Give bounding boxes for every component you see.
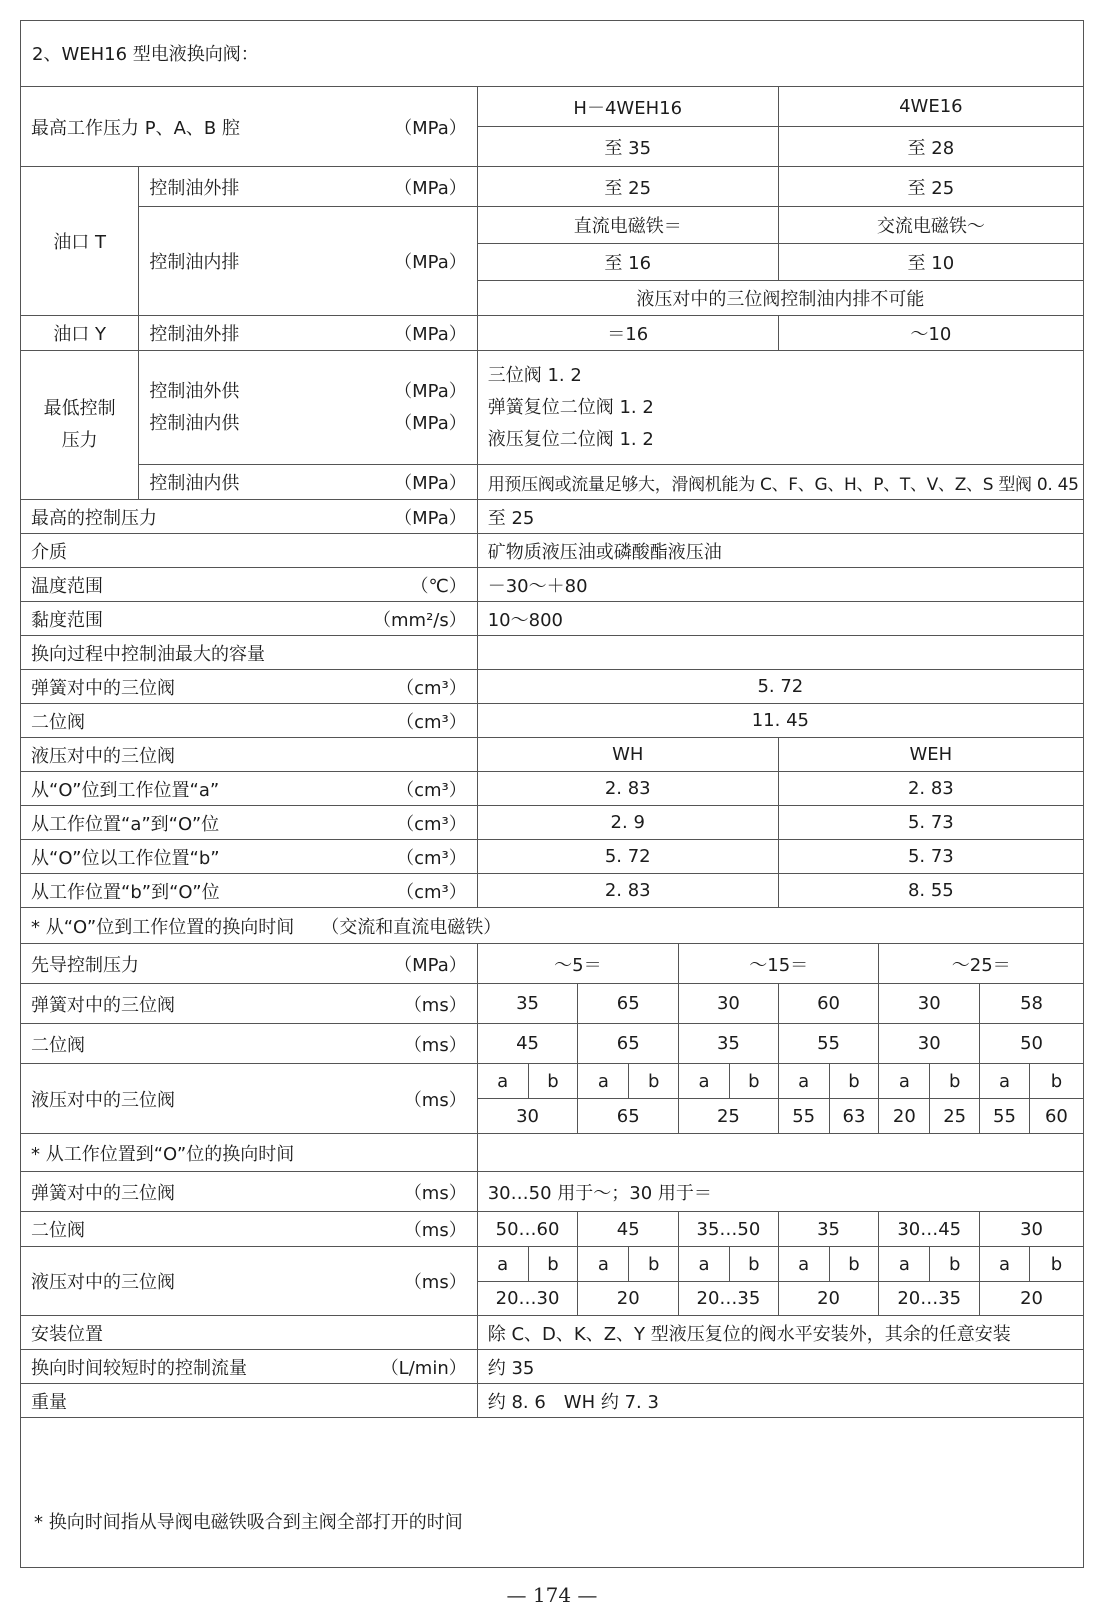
table-row bbox=[21, 1024, 1084, 1064]
table-row bbox=[21, 87, 1084, 127]
header-cell: ～15＝ bbox=[679, 944, 879, 984]
label-cell: 控制油外排 （MPa） bbox=[139, 316, 477, 351]
table-row bbox=[21, 534, 1084, 568]
value-cell: 65 bbox=[578, 1099, 679, 1134]
value-cell: 30 bbox=[879, 984, 980, 1024]
label-cell: 重量 bbox=[21, 1384, 478, 1418]
label-cell: 温度范围 （℃） bbox=[21, 568, 478, 602]
header-cell: 直流电磁铁＝ bbox=[477, 207, 778, 244]
header-cell: WEH bbox=[778, 738, 1083, 772]
table-row bbox=[21, 908, 1084, 944]
label-cell: 弹簧对中的三位阀 （cm³） bbox=[21, 670, 478, 704]
value-cell: 2. 9 bbox=[477, 806, 778, 840]
table-row bbox=[21, 636, 1084, 670]
header-cell: ～5＝ bbox=[477, 944, 678, 984]
table-row bbox=[21, 167, 1084, 207]
table-row bbox=[21, 602, 1084, 636]
table-row bbox=[21, 568, 1084, 602]
ab-cell: a bbox=[778, 1064, 829, 1099]
label-cell: 弹簧对中的三位阀 （ms） bbox=[21, 984, 478, 1024]
value-cell: 25 bbox=[930, 1099, 980, 1134]
value-cell: ～10 bbox=[778, 316, 1083, 351]
empty-cell bbox=[477, 1134, 1083, 1172]
value-cell: 35 bbox=[778, 1212, 879, 1247]
ab-cell: a bbox=[578, 1247, 629, 1282]
label-cell: 二位阀 （ms） bbox=[21, 1024, 478, 1064]
value-cell: 至 35 bbox=[477, 127, 778, 167]
label-cell: 黏度范围 （mm²/s） bbox=[21, 602, 478, 636]
value-cell: －30～＋80 bbox=[477, 568, 1083, 602]
group-label-min-pressure: 最低控制压力 bbox=[21, 351, 139, 500]
ab-cell: a bbox=[879, 1247, 930, 1282]
label-cell: 从“O”位到工作位置“a” （cm³） bbox=[21, 772, 478, 806]
table-row bbox=[21, 772, 1084, 806]
value-cell: 至 25 bbox=[477, 167, 778, 207]
ab-cell: b bbox=[629, 1247, 679, 1282]
value-cell: 20…30 bbox=[477, 1282, 578, 1316]
value-cell: 矿物质液压油或磷酸酯液压油 bbox=[477, 534, 1083, 568]
label-cell: 换向过程中控制油最大的容量 bbox=[21, 636, 478, 670]
value-cell: 5. 72 bbox=[477, 840, 778, 874]
table-row bbox=[21, 1316, 1084, 1350]
value-cell: 45 bbox=[578, 1212, 679, 1247]
ab-cell: b bbox=[729, 1247, 778, 1282]
value-cell: 55 bbox=[980, 1099, 1030, 1134]
value-cell: 5. 73 bbox=[778, 806, 1083, 840]
label-cell: 先导控制压力 （MPa） bbox=[21, 944, 478, 984]
value-cell: ＝16 bbox=[477, 316, 778, 351]
value-cell: 58 bbox=[980, 984, 1084, 1024]
label-cell: 从工作位置“a”到“O”位 （cm³） bbox=[21, 806, 478, 840]
value-cell: 10～800 bbox=[477, 602, 1083, 636]
table-row bbox=[21, 1247, 1084, 1282]
ab-cell: b bbox=[629, 1064, 679, 1099]
label-cell: 液压对中的三位阀 （ms） bbox=[21, 1247, 478, 1316]
value-cell: 65 bbox=[578, 1024, 679, 1064]
table-row bbox=[21, 984, 1084, 1024]
value-cell: 至 25 bbox=[477, 500, 1083, 534]
ab-cell: a bbox=[778, 1247, 829, 1282]
value-cell: 5. 72 bbox=[477, 670, 1083, 704]
value-cell: 至 25 bbox=[778, 167, 1083, 207]
value-cell: 55 bbox=[778, 1024, 879, 1064]
label-cell: 液压对中的三位阀 （ms） bbox=[21, 1064, 478, 1134]
table-row bbox=[21, 670, 1084, 704]
table-row bbox=[21, 465, 1084, 500]
value-cell: 30 bbox=[679, 984, 779, 1024]
empty-cell bbox=[477, 636, 1083, 670]
value-cell: 45 bbox=[477, 1024, 578, 1064]
table-row bbox=[21, 1212, 1084, 1247]
table-row bbox=[21, 207, 1084, 244]
table-row bbox=[21, 316, 1084, 351]
value-cell: 30…45 bbox=[879, 1212, 980, 1247]
ab-cell: a bbox=[679, 1247, 730, 1282]
table-row bbox=[21, 1172, 1084, 1212]
ab-cell: b bbox=[1029, 1247, 1083, 1282]
header-cell: 4WE16 bbox=[778, 87, 1083, 127]
table-row bbox=[21, 704, 1084, 738]
value-cell: 60 bbox=[778, 984, 879, 1024]
label-cell: 安装位置 bbox=[21, 1316, 478, 1350]
value-cell: 30 bbox=[879, 1024, 980, 1064]
value-cell: 30 bbox=[477, 1099, 578, 1134]
ab-cell: a bbox=[477, 1247, 528, 1282]
value-cell: 2. 83 bbox=[778, 772, 1083, 806]
label-cell: 从工作位置“b”到“O”位 （cm³） bbox=[21, 874, 478, 908]
value-cell: 至 16 bbox=[477, 244, 778, 281]
table-row bbox=[21, 500, 1084, 534]
table-row bbox=[21, 738, 1084, 772]
value-cell: 20…35 bbox=[679, 1282, 779, 1316]
value-cell: 35 bbox=[477, 984, 578, 1024]
value-cell: 20 bbox=[980, 1282, 1084, 1316]
table-row bbox=[21, 1064, 1084, 1099]
label-cell: 最高的控制压力 （MPa） bbox=[21, 500, 478, 534]
value-cell: 至 10 bbox=[778, 244, 1083, 281]
group-label-port-y: 油口 Y bbox=[21, 316, 139, 351]
ab-cell: b bbox=[930, 1247, 980, 1282]
label-cell: 控制油内供 （MPa） bbox=[139, 465, 477, 500]
value-cell: 50 bbox=[980, 1024, 1084, 1064]
ab-cell: b bbox=[1029, 1064, 1083, 1099]
value-cell: 20 bbox=[879, 1099, 930, 1134]
table-row bbox=[21, 944, 1084, 984]
value-cell: 约 8. 6 WH 约 7. 3 bbox=[477, 1384, 1083, 1418]
ab-cell: b bbox=[930, 1064, 980, 1099]
table-row bbox=[21, 840, 1084, 874]
header-cell: H－4WEH16 bbox=[477, 87, 778, 127]
header-cell: ～25＝ bbox=[879, 944, 1084, 984]
value-cell: 60 bbox=[1029, 1099, 1083, 1134]
value-cell: 30 bbox=[980, 1212, 1084, 1247]
label-cell: 弹簧对中的三位阀 （ms） bbox=[21, 1172, 478, 1212]
value-cell: 50…60 bbox=[477, 1212, 578, 1247]
ab-cell: b bbox=[729, 1064, 778, 1099]
label-cell: 二位阀 （ms） bbox=[21, 1212, 478, 1247]
value-cell: 至 28 bbox=[778, 127, 1083, 167]
value-cell: 除 C、D、K、Z、Y 型液压复位的阀水平安装外，其余的任意安装 bbox=[477, 1316, 1083, 1350]
value-cell: 20 bbox=[778, 1282, 879, 1316]
label-cell: 最高工作压力 P、A、B 腔 （MPa） bbox=[21, 87, 478, 167]
header-cell: 交流电磁铁～ bbox=[778, 207, 1083, 244]
value-cell: 63 bbox=[829, 1099, 879, 1134]
value-cell: 65 bbox=[578, 984, 679, 1024]
value-cell: 35 bbox=[679, 1024, 779, 1064]
value-cell: 约 35 bbox=[477, 1350, 1083, 1384]
ab-cell: b bbox=[528, 1247, 578, 1282]
table-row bbox=[21, 1134, 1084, 1172]
section-header: * 从工作位置到“O”位的换向时间 bbox=[21, 1134, 478, 1172]
value-cell: 8. 55 bbox=[778, 874, 1083, 908]
ab-cell: b bbox=[528, 1064, 578, 1099]
ab-cell: b bbox=[829, 1064, 879, 1099]
label-cell: 从“O”位以工作位置“b” （cm³） bbox=[21, 840, 478, 874]
ab-cell: a bbox=[679, 1064, 730, 1099]
value-cell: 30…50 用于～；30 用于＝ bbox=[477, 1172, 1083, 1212]
ab-cell: a bbox=[879, 1064, 930, 1099]
table-row bbox=[21, 806, 1084, 840]
value-cell: 35…50 bbox=[679, 1212, 779, 1247]
section-title: 2、WEH16 型电液换向阀： bbox=[32, 44, 259, 65]
value-cell: 用预压阀或流量足够大，滑阀机能为 C、F、G、H、P、T、V、Z、S 型阀 0. 45 bbox=[477, 465, 1083, 500]
ab-cell: b bbox=[829, 1247, 879, 1282]
value-cell: 三位阀 1. 2 弹簧复位二位阀 1. 2 液压复位二位阀 1. 2 bbox=[477, 351, 1083, 465]
value-cell: 55 bbox=[778, 1099, 829, 1134]
label-cell: 控制油外供 （MPa） 控制油内供 （MPa） bbox=[139, 351, 477, 465]
value-cell: 25 bbox=[679, 1099, 779, 1134]
header-cell: WH bbox=[477, 738, 778, 772]
value-cell: 2. 83 bbox=[477, 772, 778, 806]
label-cell: 控制油内排 （MPa） bbox=[139, 207, 477, 316]
label-cell: 液压对中的三位阀 bbox=[21, 738, 478, 772]
label-cell: 二位阀 （cm³） bbox=[21, 704, 478, 738]
group-label-port-t: 油口 T bbox=[21, 167, 139, 316]
note-cell: 液压对中的三位阀控制油内排不可能 bbox=[477, 281, 1083, 316]
value-cell: 20 bbox=[578, 1282, 679, 1316]
footnote: * 换向时间指从导阀电磁铁吸合到主阀全部打开的时间 bbox=[34, 1512, 463, 1533]
footnote-area bbox=[20, 1468, 1084, 1568]
page-number: — 174 — bbox=[506, 1583, 598, 1607]
section-header: * 从“O”位到工作位置的换向时间 （交流和直流电磁铁） bbox=[21, 908, 1084, 944]
ab-cell: a bbox=[477, 1064, 528, 1099]
table-row bbox=[21, 874, 1084, 908]
value-cell: 20…35 bbox=[879, 1282, 980, 1316]
ab-cell: a bbox=[578, 1064, 629, 1099]
table-row bbox=[21, 1384, 1084, 1418]
table-row bbox=[21, 351, 1084, 465]
label-cell: 控制油外排 （MPa） bbox=[139, 167, 477, 207]
spec-table bbox=[20, 86, 1084, 1418]
value-cell: 2. 83 bbox=[477, 874, 778, 908]
table-row bbox=[21, 1350, 1084, 1384]
ab-cell: a bbox=[980, 1247, 1030, 1282]
ab-cell: a bbox=[980, 1064, 1030, 1099]
label-cell: 换向时间较短时的控制流量 （L/min） bbox=[21, 1350, 478, 1384]
value-cell: 5. 73 bbox=[778, 840, 1083, 874]
label-cell: 介质 bbox=[21, 534, 478, 568]
value-cell: 11. 45 bbox=[477, 704, 1083, 738]
